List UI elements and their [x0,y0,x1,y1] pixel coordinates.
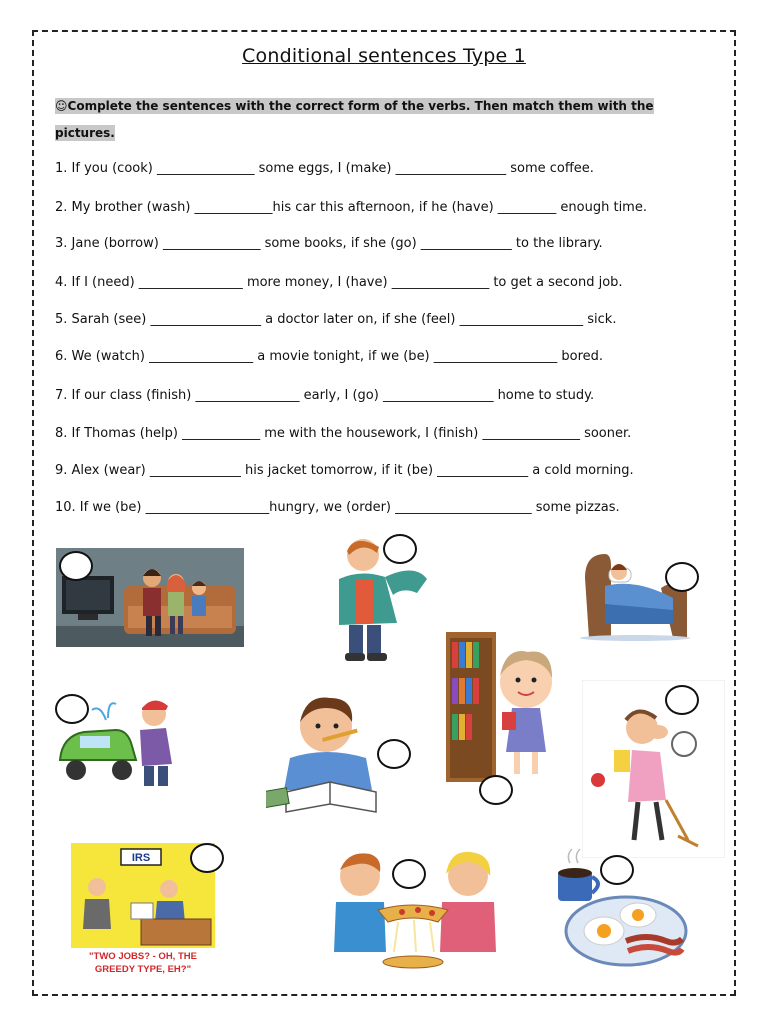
answer-circle-9[interactable] [392,859,426,889]
answer-circle-3[interactable] [665,562,699,592]
instruction [55,93,680,147]
answer-circle-6[interactable] [377,739,411,769]
sentence-2: 2. My brother (wash) ____________his car this afternoon, if he (have) _________ enough time. [55,200,647,215]
answer-circle-2[interactable] [383,534,417,564]
sentence-8: 8. If Thomas (help) ____________ me with the housework, I (finish) _______________ sooner. [55,426,632,441]
sentence-3: 3. Jane (borrow) _______________ some books, if she (go) ______________ to the library. [55,236,603,251]
smiley-icon: ☺ [55,99,68,113]
sentence-7: 7. If our class (finish) ________________ early, I (go) _________________ home to study. [55,388,595,403]
girl-at-library-picture [446,624,566,784]
irs-sign-text: IRS [131,852,151,864]
man-doing-housework-picture [582,680,725,858]
irs-caption-line-2: GREEDY TYPE, EH?" [94,964,192,975]
boy-wearing-jacket-picture [325,533,435,663]
sentence-1: 1. If you (cook) _______________ some eggs, I (make) _________________ some coffee. [55,161,594,176]
sentence-9: 9. Alex (wear) ______________ his jacket tomorrow, if it (be) ______________ a cold morning. [55,463,634,478]
answer-circle-5[interactable] [55,694,89,724]
sentence-6: 6. We (watch) ________________ a movie tonight, if we (be) ___________________ bored. [55,349,604,364]
worksheet-title: Conditional sentences Type 1 [242,45,526,67]
answer-circle-1[interactable] [59,551,93,581]
answer-circle-4[interactable] [479,775,513,805]
answer-circle-10[interactable] [600,855,634,885]
answer-circle-8[interactable] [190,843,224,873]
sentence-10: 10. If we (be) ___________________hungry, we (order) _____________________ some pizzas. [55,500,620,515]
sentence-4: 4. If I (need) ________________ more money, I (have) _______________ to get a second job. [55,275,623,290]
instruction-text: Complete the sentences with the correct form of the verbs. Then match them with the pictures. [55,99,654,140]
sentence-5: 5. Sarah (see) _________________ a doctor later on, if she (feel) ___________________ sick. [55,312,617,327]
irs-caption-line-1: "TWO JOBS? - OH, THE [89,951,197,962]
answer-circle-7[interactable] [665,685,699,715]
